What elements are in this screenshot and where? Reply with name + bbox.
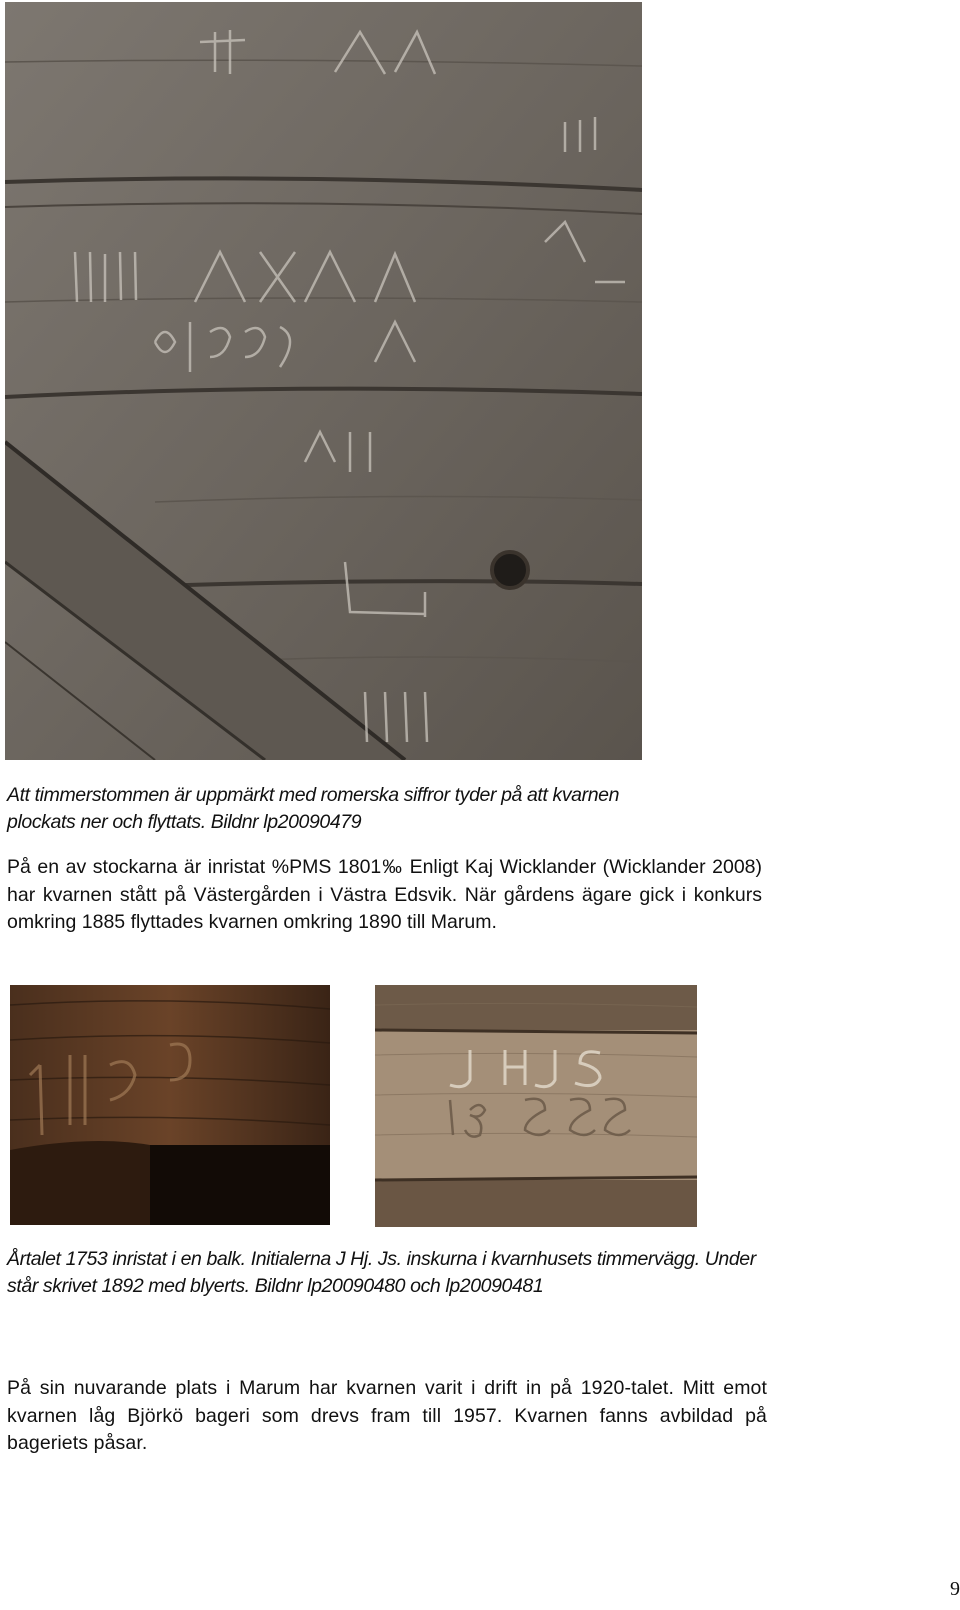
timber-wall-photo bbox=[375, 985, 697, 1227]
body-paragraph-first: På en av stockarna är inristat %PMS 1801‰ Enligt Kaj Wicklander (Wicklander 2008) har kvarnen stått på Västergården i Västra Edsvik. När gårdens ägare gick i konkurs omkring 1885 flyttades kvarnen omkring 1890 till Marum. bbox=[7, 856, 762, 933]
body-paragraph-second: På sin nuvarande plats i Marum har kvarnen varit i drift in på 1920-talet. Mitt emot kvarnen låg Björkö bageri som drevs fram till 1957. Kvarnen fanns avbildad på bageriets påsar. bbox=[7, 1377, 767, 1454]
first-photo-caption: Att timmerstommen är uppmärkt med romerska siffror tyder på att kvarnen plockats ner och flyttats. Bildnr lp20090479 bbox=[7, 784, 620, 833]
wood-log-wall-photo bbox=[5, 2, 642, 760]
page-number: 9 bbox=[950, 1578, 960, 1600]
second-photo-caption: Årtalet 1753 inristat i en balk. Initialerna J Hj. Js. inskurna i kvarnhusets timmervägg. Under står skrivet 1892 med blyerts. Bildnr lp20090480 och lp20090481 bbox=[7, 1248, 756, 1297]
dark-beam-photo bbox=[10, 985, 330, 1225]
